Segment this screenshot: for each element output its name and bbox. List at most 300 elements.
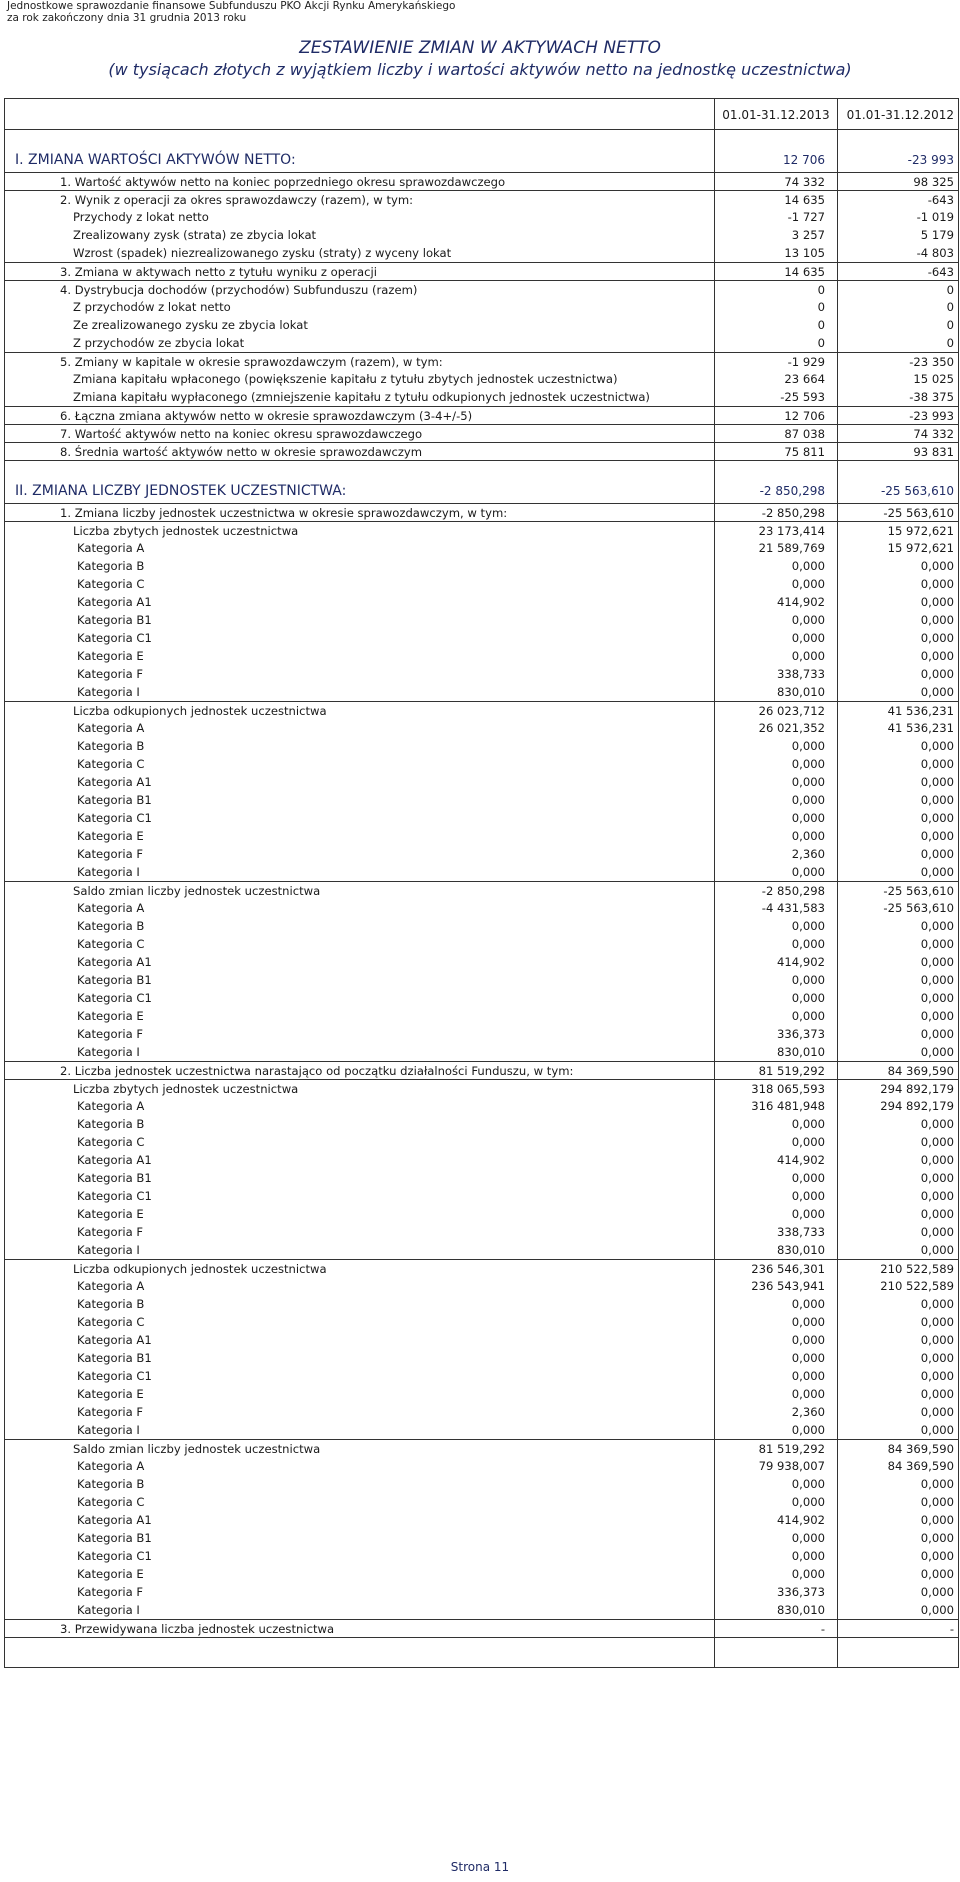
table-row (5, 1619, 958, 1637)
row-label-text: Kategoria B (77, 919, 145, 933)
table-row (5, 503, 958, 521)
row-label (5, 298, 714, 316)
row-value-2013: 830,010 (714, 1043, 837, 1061)
row-label-text: Kategoria B (77, 1477, 145, 1491)
row-value-2012: 41 536,231 (837, 719, 958, 737)
row-label-text: Kategoria C1 (77, 991, 152, 1005)
row-label-text: Kategoria C (77, 1315, 145, 1329)
table-row (5, 172, 958, 190)
table-header-row (5, 99, 958, 129)
row-value-2012: 0,000 (837, 1223, 958, 1241)
row-value-2013: 0,000 (714, 1169, 837, 1187)
row-label-text: Kategoria B1 (77, 1171, 152, 1185)
header-line-1: Jednostkowe sprawozdanie finansowe Subfunduszu PKO Akcji Rynku Amerykańskiego (7, 0, 456, 12)
row-label (5, 1061, 714, 1079)
row-label (5, 827, 714, 845)
row-value-2013: 23 664 (714, 370, 837, 388)
row-value-2012: 0,000 (837, 1511, 958, 1529)
row-label (5, 406, 714, 424)
section-2-value-2012: -25 563,610 (837, 460, 958, 503)
row-label (5, 1547, 714, 1565)
row-value-2013: 0,000 (714, 755, 837, 773)
row-value-2012: 0,000 (837, 935, 958, 953)
row-value-2012: 41 536,231 (837, 701, 958, 719)
row-label (5, 442, 714, 460)
row-value-2012: - (837, 1619, 958, 1637)
row-value-2012: 0,000 (837, 1601, 958, 1619)
row-label (5, 701, 714, 719)
row-label (5, 773, 714, 791)
row-value-2013: 0,000 (714, 1007, 837, 1025)
row-value-2012: 15 025 (837, 370, 958, 388)
row-value-2012: 0,000 (837, 845, 958, 863)
row-value-2013: 0,000 (714, 935, 837, 953)
row-value-2013: 0,000 (714, 827, 837, 845)
row-value-2013: 0,000 (714, 1313, 837, 1331)
table-row (5, 244, 958, 262)
row-label-text: Kategoria F (77, 847, 144, 861)
table-row (5, 827, 958, 845)
row-label-text: 7. Wartość aktywów netto na koniec okresu sprawozdawczego (60, 427, 423, 441)
table-row (5, 370, 958, 388)
table-row (5, 208, 958, 226)
row-label (5, 208, 714, 226)
row-value-2013: 0,000 (714, 1493, 837, 1511)
row-value-2013: 0 (714, 280, 837, 298)
row-value-2012: 15 972,621 (837, 521, 958, 539)
row-value-2012: 0,000 (837, 1115, 958, 1133)
table-row (5, 262, 958, 280)
row-value-2012: 15 972,621 (837, 539, 958, 557)
table-row (5, 1169, 958, 1187)
row-label-text: Kategoria E (77, 1009, 144, 1023)
row-label-text: Kategoria A1 (77, 775, 152, 789)
row-value-2012: 0,000 (837, 1187, 958, 1205)
row-value-2013: 75 811 (714, 442, 837, 460)
row-value-2012: 0,000 (837, 1349, 958, 1367)
row-label (5, 1223, 714, 1241)
row-label-text: Zrealizowany zysk (strata) ze zbycia lokat (73, 228, 317, 242)
row-value-2012: 0,000 (837, 1313, 958, 1331)
row-label-text: Kategoria C (77, 757, 145, 771)
row-value-2013: 0,000 (714, 1547, 837, 1565)
section-2-value-2013: -2 850,298 (714, 460, 837, 503)
row-label (5, 953, 714, 971)
row-label-text: Kategoria I (77, 1243, 140, 1257)
row-label-text: Kategoria E (77, 829, 144, 843)
table-row (5, 280, 958, 298)
table-row (5, 1511, 958, 1529)
row-label (5, 1169, 714, 1187)
table-row (5, 1475, 958, 1493)
row-value-2013: -1 929 (714, 352, 837, 370)
section-1-title: I. ZMIANA WARTOŚCI AKTYWÓW NETTO: (5, 129, 714, 172)
row-value-2013: 0 (714, 298, 837, 316)
row-value-2013: 0,000 (714, 1421, 837, 1439)
table-row (5, 424, 958, 442)
row-value-2012: 0,000 (837, 1583, 958, 1601)
row-value-2013: - (714, 1619, 837, 1637)
row-value-2012: 0,000 (837, 917, 958, 935)
row-value-2013: 0,000 (714, 1475, 837, 1493)
row-label-text: 5. Zmiany w kapitale w okresie sprawozdawczym (razem), w tym: (60, 355, 443, 369)
row-value-2013: 0,000 (714, 1115, 837, 1133)
row-value-2012: 0,000 (837, 953, 958, 971)
row-label-text: Kategoria C1 (77, 631, 152, 645)
row-label (5, 989, 714, 1007)
table-row (5, 1277, 958, 1295)
row-label (5, 917, 714, 935)
row-value-2012: 294 892,179 (837, 1079, 958, 1097)
row-label-text: Kategoria A (77, 901, 145, 915)
row-value-2013: 0,000 (714, 773, 837, 791)
row-label-text: Kategoria B1 (77, 1351, 152, 1365)
table-row (5, 809, 958, 827)
row-value-2012: 0,000 (837, 647, 958, 665)
row-value-2013: -4 431,583 (714, 899, 837, 917)
row-label (5, 1277, 714, 1295)
row-label-text: 3. Przewidywana liczba jednostek uczestnictwa (60, 1622, 335, 1636)
section-2-heading-row (5, 460, 958, 503)
row-value-2013: -1 727 (714, 208, 837, 226)
row-value-2013: 414,902 (714, 953, 837, 971)
row-value-2013: 12 706 (714, 406, 837, 424)
row-value-2013: 0,000 (714, 791, 837, 809)
row-value-2013: 14 635 (714, 190, 837, 208)
row-label (5, 352, 714, 370)
row-value-2013: 0,000 (714, 1133, 837, 1151)
row-value-2013: -2 850,298 (714, 881, 837, 899)
row-label-text: Kategoria C1 (77, 1369, 152, 1383)
table-row (5, 539, 958, 557)
row-value-2012: 0,000 (837, 773, 958, 791)
row-label-text: Kategoria B (77, 1297, 145, 1311)
row-value-2012: 0,000 (837, 683, 958, 701)
row-value-2013: 0,000 (714, 1529, 837, 1547)
row-value-2012: 0,000 (837, 575, 958, 593)
table-row (5, 1133, 958, 1151)
row-value-2013: 414,902 (714, 593, 837, 611)
table-row (5, 917, 958, 935)
table-row (5, 1421, 958, 1439)
row-label-text: 3. Zmiana w aktywach netto z tytułu wyniku z operacji (60, 265, 377, 279)
row-value-2012: -643 (837, 190, 958, 208)
row-label-text: Kategoria B (77, 559, 145, 573)
row-value-2012: 0,000 (837, 1043, 958, 1061)
row-value-2012: 0,000 (837, 593, 958, 611)
row-label-text: Zmiana kapitału wpłaconego (powiększenie kapitału z tytułu zbytych jednostek uczestnictwa) (73, 372, 618, 386)
row-label (5, 1205, 714, 1223)
row-value-2013: 830,010 (714, 683, 837, 701)
row-value-2013: 0,000 (714, 1187, 837, 1205)
row-label (5, 1349, 714, 1367)
row-label (5, 881, 714, 899)
row-value-2013: 26 023,712 (714, 701, 837, 719)
row-value-2013: 0,000 (714, 1349, 837, 1367)
table-row (5, 352, 958, 370)
row-label (5, 593, 714, 611)
row-label (5, 226, 714, 244)
statement-title: ZESTAWIENIE ZMIAN W AKTYWACH NETTO (299, 38, 661, 58)
table-row (5, 953, 958, 971)
page-number: Strona 11 (450, 1860, 510, 1874)
row-value-2012: 0,000 (837, 665, 958, 683)
row-value-2013: -2 850,298 (714, 503, 837, 521)
row-label-text: Kategoria A1 (77, 1153, 152, 1167)
row-value-2012: -23 350 (837, 352, 958, 370)
row-value-2012: 0,000 (837, 1493, 958, 1511)
row-value-2013: 0 (714, 334, 837, 352)
row-value-2012: 0,000 (837, 557, 958, 575)
row-value-2013: 2,360 (714, 845, 837, 863)
row-label-text: Kategoria E (77, 1387, 144, 1401)
table-bottom-spacer (5, 1637, 958, 1667)
table-row (5, 881, 958, 899)
row-value-2013: 830,010 (714, 1601, 837, 1619)
row-label-text: Kategoria A1 (77, 955, 152, 969)
row-value-2012: 0 (837, 334, 958, 352)
table-row (5, 1241, 958, 1259)
row-value-2012: 0,000 (837, 809, 958, 827)
row-label-text: 1. Zmiana liczby jednostek uczestnictwa w okresie sprawozdawczym, w tym: (60, 506, 508, 520)
row-label (5, 845, 714, 863)
row-label (5, 719, 714, 737)
row-value-2013: 14 635 (714, 262, 837, 280)
row-label-text: Kategoria A (77, 1099, 145, 1113)
row-label (5, 1025, 714, 1043)
table-row (5, 1601, 958, 1619)
row-label-text: Kategoria B (77, 1117, 145, 1131)
row-value-2013: 0,000 (714, 629, 837, 647)
table-row (5, 1187, 958, 1205)
row-value-2012: 0,000 (837, 1475, 958, 1493)
row-label-text: Kategoria F (77, 1027, 144, 1041)
row-value-2013: 0,000 (714, 557, 837, 575)
table-row (5, 665, 958, 683)
column-header-2013: 01.01-31.12.2013 (714, 99, 837, 129)
table-row (5, 593, 958, 611)
row-value-2013: 338,733 (714, 665, 837, 683)
table-row (5, 971, 958, 989)
table-row (5, 935, 958, 953)
table-row (5, 388, 958, 406)
row-value-2013: 0,000 (714, 971, 837, 989)
row-label-text: Kategoria I (77, 685, 140, 699)
row-value-2013: 414,902 (714, 1151, 837, 1169)
row-label-text: Liczba odkupionych jednostek uczestnictwa (73, 1262, 327, 1276)
table-row (5, 557, 958, 575)
row-value-2013: 0,000 (714, 1295, 837, 1313)
row-value-2012: 0,000 (837, 1295, 958, 1313)
row-label (5, 1241, 714, 1259)
table-row (5, 773, 958, 791)
table-row (5, 1529, 958, 1547)
table-row (5, 629, 958, 647)
row-label-text: Kategoria B1 (77, 613, 152, 627)
row-label (5, 1475, 714, 1493)
row-label (5, 1097, 714, 1115)
row-label (5, 388, 714, 406)
row-label-text: Kategoria C (77, 937, 145, 951)
section-2-rows (5, 503, 958, 1637)
row-label (5, 1331, 714, 1349)
row-label (5, 1385, 714, 1403)
row-label (5, 683, 714, 701)
row-label-text: Kategoria B1 (77, 793, 152, 807)
row-label-text: 6. Łączna zmiana aktywów netto w okresie sprawozdawczym (3-4+/-5) (60, 409, 473, 423)
row-value-2012: 0,000 (837, 989, 958, 1007)
table-row (5, 1079, 958, 1097)
row-label-text: Kategoria C (77, 1495, 145, 1509)
table-row (5, 1061, 958, 1079)
row-value-2013: 0,000 (714, 1205, 837, 1223)
row-value-2013: 3 257 (714, 226, 837, 244)
table-row (5, 1403, 958, 1421)
row-value-2013: 338,733 (714, 1223, 837, 1241)
row-label (5, 809, 714, 827)
row-value-2013: 21 589,769 (714, 539, 837, 557)
row-label-text: Kategoria C1 (77, 1549, 152, 1563)
row-value-2013: 830,010 (714, 1241, 837, 1259)
row-label (5, 737, 714, 755)
row-label-text: 2. Liczba jednostek uczestnictwa narastająco od początku działalności Funduszu, w tym: (60, 1064, 574, 1078)
table-row (5, 1151, 958, 1169)
section-2-title: II. ZMIANA LICZBY JEDNOSTEK UCZESTNICTWA: (5, 460, 714, 503)
row-label (5, 172, 714, 190)
row-value-2012: 0,000 (837, 971, 958, 989)
row-label (5, 1079, 714, 1097)
table-row (5, 1043, 958, 1061)
row-value-2012: 0 (837, 316, 958, 334)
row-label (5, 1583, 714, 1601)
row-value-2012: 0,000 (837, 1403, 958, 1421)
row-label (5, 575, 714, 593)
row-value-2012: -1 019 (837, 208, 958, 226)
row-value-2012: -25 563,610 (837, 899, 958, 917)
table-row (5, 316, 958, 334)
row-value-2013: 74 332 (714, 172, 837, 190)
table-row (5, 899, 958, 917)
row-label (5, 262, 714, 280)
row-value-2012: 0,000 (837, 863, 958, 881)
row-label-text: Kategoria B1 (77, 973, 152, 987)
table-row (5, 683, 958, 701)
table-row (5, 647, 958, 665)
row-label (5, 1187, 714, 1205)
table-row (5, 1367, 958, 1385)
table-row (5, 1295, 958, 1313)
row-label (5, 1565, 714, 1583)
row-label-text: Kategoria A (77, 1279, 145, 1293)
table-row (5, 406, 958, 424)
table-row (5, 575, 958, 593)
row-value-2012: 0,000 (837, 1151, 958, 1169)
row-value-2012: 84 369,590 (837, 1457, 958, 1475)
row-label-text: Saldo zmian liczby jednostek uczestnictwa (73, 1442, 321, 1456)
row-value-2012: -25 563,610 (837, 503, 958, 521)
row-label (5, 280, 714, 298)
table-row (5, 1457, 958, 1475)
row-value-2012: 93 831 (837, 442, 958, 460)
row-value-2012: 0,000 (837, 1385, 958, 1403)
row-label-text: Kategoria C (77, 577, 145, 591)
row-label (5, 1403, 714, 1421)
row-label-text: Z przychodów z lokat netto (73, 300, 231, 314)
row-label-text: Z przychodów ze zbycia lokat (73, 336, 245, 350)
row-value-2013: 0 (714, 316, 837, 334)
row-value-2013: 336,373 (714, 1583, 837, 1601)
row-label (5, 539, 714, 557)
row-value-2012: 74 332 (837, 424, 958, 442)
row-label (5, 1007, 714, 1025)
row-label (5, 190, 714, 208)
row-value-2012: 0,000 (837, 1367, 958, 1385)
row-value-2013: 0,000 (714, 863, 837, 881)
row-value-2012: -23 993 (837, 406, 958, 424)
row-label (5, 316, 714, 334)
table-row (5, 334, 958, 352)
row-label (5, 244, 714, 262)
row-label (5, 334, 714, 352)
row-value-2013: 23 173,414 (714, 521, 837, 539)
row-value-2012: -4 803 (837, 244, 958, 262)
row-label (5, 1493, 714, 1511)
row-label-text: Kategoria A (77, 1459, 145, 1473)
row-label-text: Ze zrealizowanego zysku ze zbycia lokat (73, 318, 308, 332)
row-value-2013: 414,902 (714, 1511, 837, 1529)
row-label (5, 1151, 714, 1169)
section-1-rows (5, 172, 958, 460)
row-label-text: Saldo zmian liczby jednostek uczestnictwa (73, 884, 321, 898)
table-row (5, 1493, 958, 1511)
row-label (5, 370, 714, 388)
table-row (5, 611, 958, 629)
row-label (5, 424, 714, 442)
table-row (5, 1565, 958, 1583)
row-value-2013: 81 519,292 (714, 1439, 837, 1457)
row-label (5, 1133, 714, 1151)
row-label-text: Kategoria A1 (77, 595, 152, 609)
table-row (5, 1205, 958, 1223)
row-label-text: Liczba zbytych jednostek uczestnictwa (73, 524, 299, 538)
row-value-2012: 0,000 (837, 1007, 958, 1025)
row-label (5, 1619, 714, 1637)
row-value-2013: 318 065,593 (714, 1079, 837, 1097)
table-row (5, 863, 958, 881)
table-row (5, 298, 958, 316)
row-label-text: Kategoria F (77, 1405, 144, 1419)
row-value-2012: 0,000 (837, 1025, 958, 1043)
table-row (5, 1583, 958, 1601)
row-value-2012: -38 375 (837, 388, 958, 406)
row-label (5, 1043, 714, 1061)
row-label (5, 557, 714, 575)
row-value-2012: 0,000 (837, 737, 958, 755)
row-label-text: Kategoria E (77, 1567, 144, 1581)
row-label-text: Kategoria E (77, 649, 144, 663)
row-label-text: Kategoria A1 (77, 1333, 152, 1347)
row-value-2012: 0,000 (837, 755, 958, 773)
table-row (5, 1439, 958, 1457)
table-row (5, 1547, 958, 1565)
row-label (5, 791, 714, 809)
row-label (5, 665, 714, 683)
table-row (5, 1025, 958, 1043)
row-label (5, 1601, 714, 1619)
row-value-2012: 294 892,179 (837, 1097, 958, 1115)
row-value-2012: 0,000 (837, 1547, 958, 1565)
row-label-text: 2. Wynik z operacji za okres sprawozdawczy (razem), w tym: (60, 193, 414, 207)
